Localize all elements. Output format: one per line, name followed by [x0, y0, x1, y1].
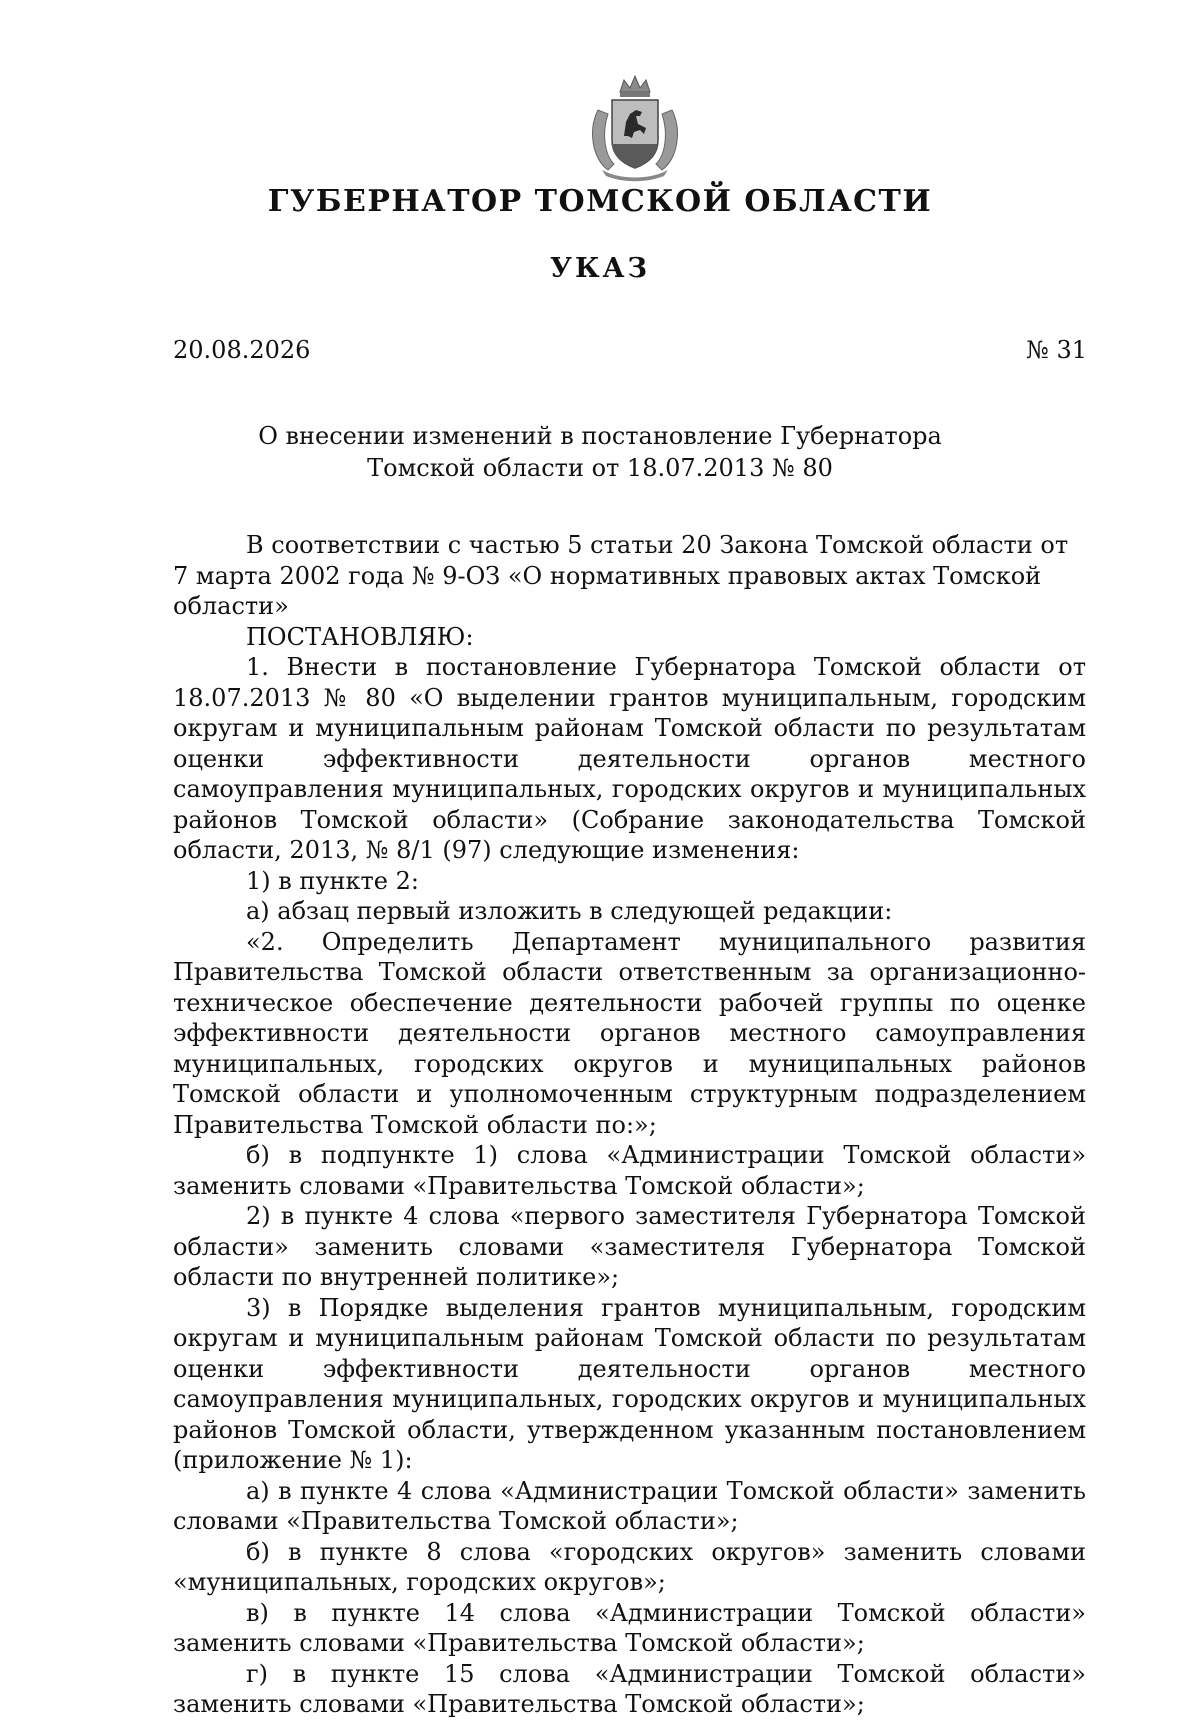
- subitem-1a-paragraph: а) абзац первый изложить в следующей редакции:: [246, 897, 893, 925]
- tomsk-oblast-coat-of-arms-icon: [580, 70, 690, 182]
- document-type: УКАЗ: [550, 253, 650, 284]
- subitem-3g-paragraph: г) в пункте 15 слова «Администрации Томской области» заменить словами «Правительства Томской области»;: [173, 1659, 1086, 1718]
- issuing-authority: ГУБЕРНАТОР ТОМСКОЙ ОБЛАСТИ: [267, 184, 933, 219]
- preamble-paragraph: В соответствии с частью 5 статьи 20 Закона Томской области от 7 марта 2002 года № 9-ОЗ «О нормативных правовых актах Томской области»: [173, 531, 1069, 620]
- subject-line-1: О внесении изменений в постановление Губернатора: [258, 422, 942, 450]
- resolve-heading: ПОСТАНОВЛЯЮ:: [246, 622, 474, 651]
- document-subject: [0, 420, 1200, 484]
- subitem-1b-paragraph: б) в подпункте 1) слова «Администрации Томской области» заменить словами «Правительства Томской области»;: [173, 1141, 1086, 1200]
- subitem-1-paragraph: 1) в пункте 2:: [246, 866, 419, 895]
- subitem-2-paragraph: 2) в пункте 4 слова «первого заместителя Губернатора Томской области» заменить словами «заместителя Губернатора Томской области по внутренней политике»;: [173, 1202, 1086, 1291]
- new-wording-paragraph: «2. Определить Департамент муниципального развития Правительства Томской области ответственным за организационно-техническое обеспечение деятельности рабочей группы по оценке эффективности деятельности органов местного самоуправления муниципальных, городских округов и муниципальных районов Томской области и уполномоченным структурным подразделением Правительства Томской области по:»;: [173, 927, 1086, 1139]
- subject-line-2: Томской области от 18.07.2013 № 80: [367, 454, 833, 482]
- document-body: [173, 530, 1086, 1720]
- subitem-3b-paragraph: б) в пункте 8 слова «городских округов» заменить словами «муниципальных, городских округов»;: [173, 1537, 1086, 1596]
- item-1-paragraph: 1. Внести в постановление Губернатора Томской области от 18.07.2013 № 80 «О выделении грантов муниципальным, городским округам и муниципальным районам Томской области по результатам оценки эффективности деятельности органов местного самоуправления муниципальных, городских округов и муниципальных районов Томской области» (Собрание законодательства Томской области, 2013, № 8/1 (97) следующие изменения:: [173, 653, 1086, 864]
- subitem-3-paragraph: 3) в Порядке выделения грантов муниципальным, городским округам и муниципальным районам Томской области по результатам оценки эффективности деятельности органов местного самоуправления муниципальных, городских округов и муниципальных районов Томской области, утвержденном указанным постановлением (приложение № 1):: [173, 1293, 1086, 1474]
- document-date: 20.08.2026: [173, 336, 311, 364]
- document-number: № 31: [1026, 336, 1087, 364]
- subitem-3a-paragraph: а) в пункте 4 слова «Администрации Томской области» заменить словами «Правительства Томской области»;: [173, 1476, 1086, 1535]
- subitem-3v-paragraph: в) в пункте 14 слова «Администрации Томской области» заменить словами «Правительства Томской области»;: [173, 1598, 1086, 1657]
